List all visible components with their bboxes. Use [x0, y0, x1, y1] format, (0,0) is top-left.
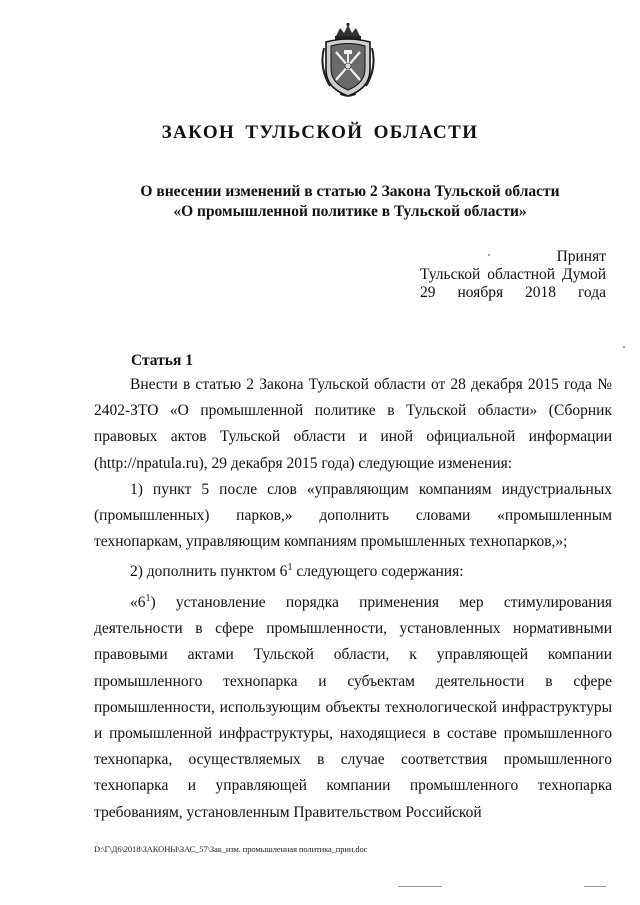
scan-artifact — [398, 886, 442, 887]
footer-file-path: D:\Г\Д6\2018\ЗАКОНЫ\ЗАС_57\Зак_изм. промышленная политика_прин.doc — [94, 844, 368, 854]
paragraph-2: 1) пункт 5 после слов «управляющим компаниям индустриальных (промышленных) парков,» дополнить словами «промышленным технопаркам, управляющим компаниям промышленных технопарков,»; — [94, 480, 612, 551]
superscript-number: 1 — [145, 592, 151, 604]
paragraph-3 — [94, 555, 612, 585]
law-subject-line-2: «О промышленной политике в Тульской области» — [173, 203, 527, 220]
law-subject — [100, 182, 600, 222]
paragraph-1: Внести в статью 2 Закона Тульской области от 28 декабря 2015 года № 2402-ЗТО «О промышленной политике в Тульской области» (Сборник правовых актов Тульской области и иной официальной информации (http://npatula.ru), 29 декабря 2015 года) следующие изменения: — [94, 376, 612, 472]
scan-artifact — [623, 346, 625, 348]
law-subject-line-1: О внесении изменений в статью 2 Закона Тульской области — [140, 183, 560, 200]
paragraph-3-start: 2) дополнить пунктом 6 — [130, 563, 288, 581]
scan-artifact — [584, 886, 606, 887]
paragraph-4 — [94, 586, 612, 826]
law-title: ЗАКОН ТУЛЬСКОЙ ОБЛАСТИ — [161, 122, 479, 143]
paragraph-4-open: «6 — [130, 593, 146, 611]
adoption-date: 29 ноября 2018 года — [420, 284, 606, 301]
article-body — [94, 372, 612, 826]
scan-artifact — [488, 254, 490, 256]
coat-of-arms-icon — [318, 22, 378, 98]
paragraph-3-end: следующего содержания: — [292, 563, 464, 581]
adoption-body: Тульской областной Думой — [420, 266, 606, 283]
adoption-status: Принят — [556, 248, 606, 265]
superscript-number: 1 — [287, 562, 293, 574]
paragraph-4-text: ) установление порядка применения мер стимулирования деятельности в сфере промышленности, установленных нормативными правовыми актами Тульской области, к управляющей компании промышленного технопарка и субъектам деятельности в сфере промышленности, использующим объекты технологической инфраструктуры и промышленной инфраструктуры, находящиеся в составе промышленного технопарка, осуществляемых в случае соответствия промышленного технопарка и управляющей компании промышленного технопарка требованиям, установленным Правительством Российской — [94, 593, 612, 821]
article-heading: Статья 1 — [131, 352, 193, 369]
adoption-block — [420, 248, 606, 302]
